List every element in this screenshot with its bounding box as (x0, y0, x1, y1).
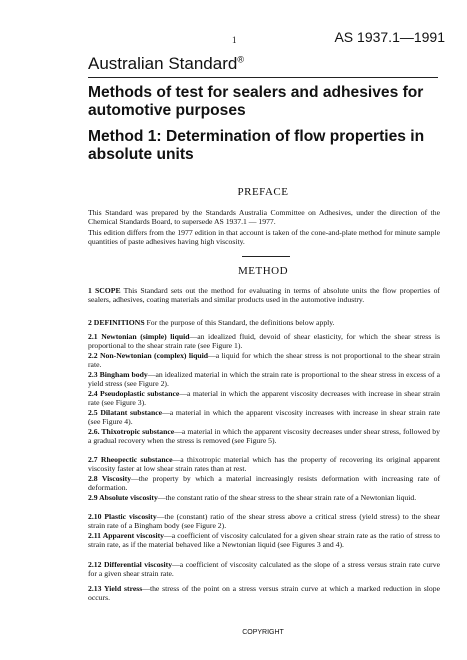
brand-name: Australian Standard (88, 54, 238, 73)
definition-item (88, 474, 440, 493)
page-number: 1 (232, 35, 237, 45)
definition-item (88, 427, 440, 446)
definition-text: —a material in which the apparent viscosity decreases with increase in shear strain rate (see Figure 3). (88, 389, 440, 408)
definition-term: 2.5 Dilatant substance (88, 408, 163, 417)
copyright-footer: COPYRIGHT (242, 629, 284, 636)
definition-term: 2.4 Pseudoplastic substance (88, 389, 180, 398)
definition-text: —a coefficient of viscosity calculated as the slope of a stress versus strain rate curve for a given shear strain rate. (88, 560, 441, 579)
definition-text: —an idealized fluid, devoid of shear elasticity, for which the shear stress is proportional to the shear strain rate (see Figure 1). (88, 332, 440, 351)
definition-item (88, 584, 440, 603)
definition-term: 2.1 Newtonian (simple) liquid (88, 332, 190, 341)
section-divider (242, 256, 290, 257)
scope-text: This Standard sets out the method for evaluating in terms of absolute units the flow properties of sealers, adhesives, coating materials and similar products used in the automotive industry. (88, 286, 440, 305)
definitions-text: For the purpose of this Standard, the definitions below apply. (146, 318, 335, 327)
method-heading: METHOD (237, 265, 289, 277)
definition-term: 2.13 Yield stress (88, 584, 143, 593)
definition-text: —the stress of the point on a stress versus strain curve at which a marked reduction in slope occurs. (88, 584, 440, 603)
preface-heading: PREFACE (237, 186, 289, 198)
definitions-label: 2 DEFINITIONS (88, 318, 145, 327)
definition-item (88, 512, 440, 531)
brand-title (88, 54, 244, 74)
scope-label: 1 SCOPE (88, 286, 121, 295)
definition-item (88, 389, 440, 408)
definition-term: 2.7 Rheopectic substance (88, 455, 173, 464)
preface-paragraph-2: This edition differs from the 1977 edition in that account is taken of the cone-and-plate method for minute sample quantities of paste adhesives having high viscosity. (88, 228, 440, 247)
standard-number: AS 1937.1—1991 (334, 29, 445, 45)
definition-text: —the constant ratio of the shear stress to the shear strain rate of a Newtonian liquid. (157, 493, 417, 502)
preface-paragraph-1: This Standard was prepared by the Standards Australia Committee on Adhesives, under the direction of the Chemical Standards Board, to supersede AS 1937.1 — 1977. (88, 208, 440, 227)
title-divider (88, 77, 438, 78)
scope-paragraph (88, 286, 440, 305)
definition-text: —a coefficient of viscosity calculated for a given shear strain rate as the ratio of stress to strain rate, as if the material behaved like a Newtonian liquid (see Figures 3 and 4). (88, 531, 440, 550)
definition-term: 2.8 Viscosity (88, 474, 132, 483)
definition-text: —the (constant) ratio of the shear stress above a critical stress (yield stress) to the shear strain rate of a Bingham body (see Figure 2). (88, 512, 440, 531)
definition-text: —a thixotropic material which has the property of recovering its original apparent viscosity faster at low shear strain rates than at rest. (88, 455, 440, 474)
definition-term: 2.6. Thixotropic substance (88, 427, 175, 436)
registered-mark: ® (237, 54, 244, 65)
definition-item (88, 560, 440, 579)
definition-item (88, 332, 440, 351)
definition-term: 2.3 Bingham body (88, 370, 148, 379)
definition-text: —the property by which a material increasingly resists deformation with increasing rate of deformation. (88, 474, 441, 493)
method-title: Method 1: Determination of flow properties in absolute units (88, 128, 425, 163)
definition-item (88, 408, 440, 427)
definition-item (88, 455, 440, 474)
definition-text: —a liquid for which the shear stress is not proportional to the shear strain rate. (88, 351, 440, 370)
definition-text: —an idealized material in which the strain rate is proportional to the shear stress in excess of a yield stress (see Figure 2). (88, 370, 440, 389)
definition-text: —a material in which the apparent viscosity decreases under shear stress, followed by a gradual recovery when the stress is removed (see Figure 5). (88, 427, 440, 446)
definition-term: 2.11 Apparent viscosity (88, 531, 165, 540)
definition-term: 2.10 Plastic viscosity (88, 512, 157, 521)
definitions-paragraph (88, 318, 440, 327)
definition-item (88, 531, 440, 550)
definition-item (88, 493, 440, 502)
definition-text: —a material in which the apparent viscosity increases with increase in shear strain rate (see Figure 4). (88, 408, 440, 427)
definition-item (88, 370, 440, 389)
document-title: Methods of test for sealers and adhesives for automotive purposes (88, 84, 424, 119)
definition-item (88, 351, 440, 370)
definition-term: 2.12 Differential viscosity (88, 560, 173, 569)
definition-term: 2.9 Absolute viscosity (88, 493, 158, 502)
definition-term: 2.2 Non-Newtonian (complex) liquid (88, 351, 209, 360)
